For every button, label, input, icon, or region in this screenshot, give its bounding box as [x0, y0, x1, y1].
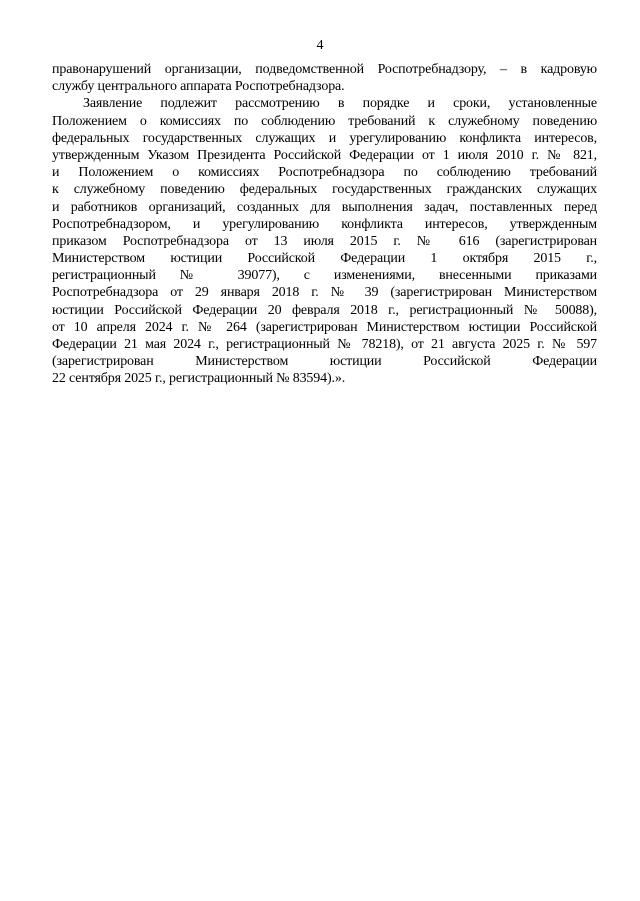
- text-line: приказом Роспотребнадзора от 13 июля 2015 г. № 616 (зарегистрирован: [52, 233, 597, 249]
- text-line: 22 сентября 2025 г., регистрационный № 83594).».: [52, 371, 346, 387]
- document-body: [52, 61, 597, 388]
- text-line: регистрационный № 39077), с изменениями, внесенными приказами: [52, 268, 597, 284]
- text-line: Положением о комиссиях по соблюдению требований к служебному поведению: [52, 113, 597, 129]
- text-line: Роспотребнадзора от 29 января 2018 г. № 39 (зарегистрирован Министерством: [52, 285, 597, 301]
- text-line: от 10 апреля 2024 г. № 264 (зарегистрирован Министерством юстиции Российской: [52, 319, 597, 335]
- text-line: федеральных государственных служащих и урегулированию конфликта интересов,: [52, 130, 597, 146]
- text-line: к служебному поведению федеральных государственных гражданских служащих: [52, 182, 597, 198]
- text-line: Министерством юстиции Российской Федерации 1 октября 2015 г.,: [52, 251, 597, 267]
- text-line: (зарегистрирован Министерством юстиции Российской Федерации: [52, 354, 597, 370]
- text-line: Заявление подлежит рассмотрению в порядке и сроки, установленные: [83, 96, 597, 112]
- text-line: Федерации 21 мая 2024 г., регистрационный № 78218), от 21 августа 2025 г. № 597: [52, 337, 597, 352]
- text-line: и работников организаций, созданных для выполнения задач, поставленных перед: [52, 199, 597, 215]
- text-line: утвержденным Указом Президента Российской Федерации от 1 июля 2010 г. № 821,: [52, 147, 597, 163]
- text-line: правонарушений организации, подведомственной Роспотребнадзору, – в кадровую: [52, 62, 597, 77]
- text-line: и Положением о комиссиях Роспотребнадзора по соблюдению требований: [52, 165, 597, 181]
- text-line: службу центрального аппарата Роспотребнадзора.: [52, 79, 345, 95]
- page-number: 4: [316, 38, 324, 53]
- text-line: юстиции Российской Федерации 20 февраля 2018 г., регистрационный № 50088),: [52, 302, 597, 318]
- text-line: Роспотребнадзором, и урегулированию конфликта интересов, утвержденным: [52, 216, 597, 232]
